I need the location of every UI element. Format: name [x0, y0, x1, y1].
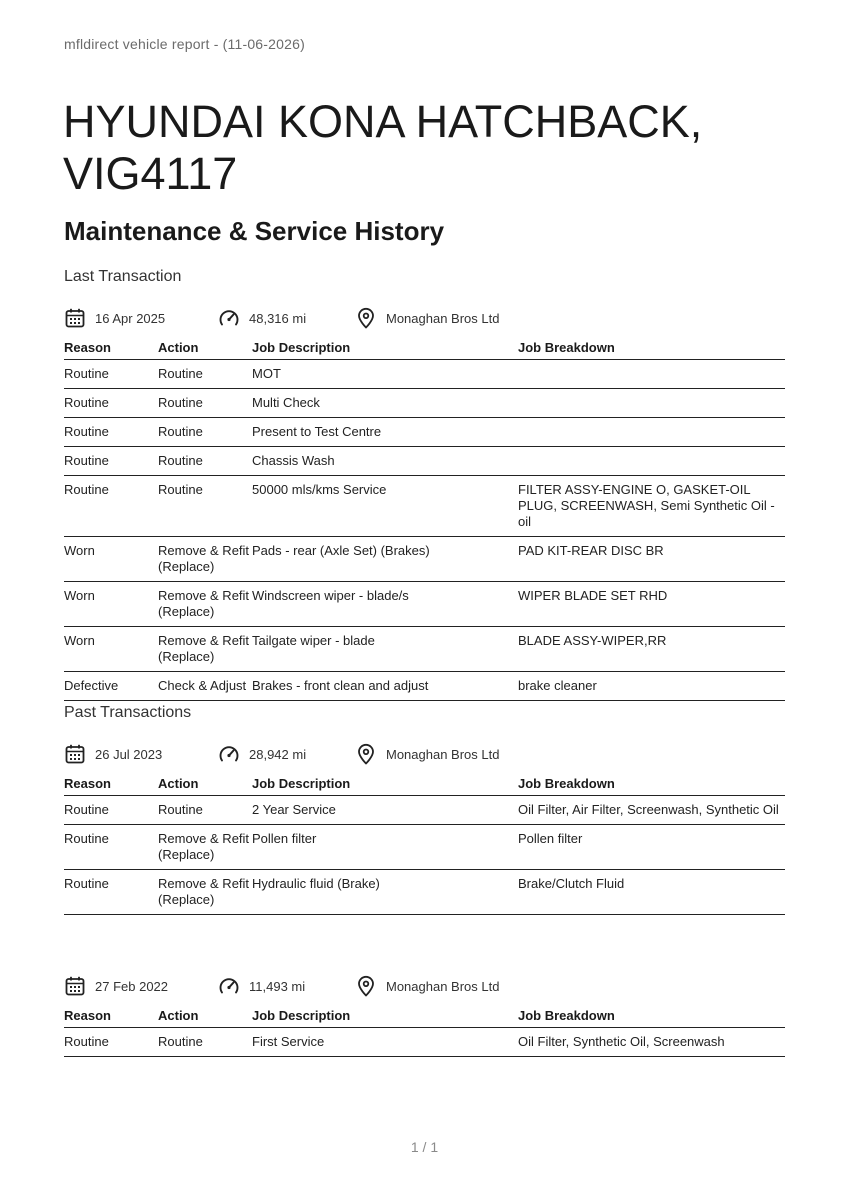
cell-reason: Routine [64, 825, 158, 870]
last-transaction-heading: Last Transaction [64, 268, 182, 285]
cell-job-description: 50000 mls/kms Service [252, 476, 518, 537]
transaction-meta [64, 741, 785, 767]
cell-job-description: Pollen filter [252, 825, 518, 870]
transaction-mileage-item [218, 741, 306, 767]
cell-job-breakdown [518, 360, 785, 389]
cell-job-breakdown: FILTER ASSY-ENGINE O, GASKET-OIL PLUG, SCREENWASH, Semi Synthetic Oil - oil [518, 476, 785, 537]
cell-action: Routine [158, 796, 252, 825]
column-header-reason: Reason [64, 773, 158, 796]
table-row [64, 418, 785, 447]
transaction-date-item [64, 741, 162, 767]
column-header-action: Action [158, 773, 252, 796]
vehicle-title-registration: VIG4117 [63, 148, 238, 199]
cell-job-breakdown: Oil Filter, Air Filter, Screenwash, Synthetic Oil [518, 796, 785, 825]
transaction-date-item [64, 973, 168, 999]
transaction-mileage: 28,942 mi [249, 746, 307, 762]
table-row [64, 672, 785, 701]
column-header-job-description: Job Description [252, 337, 518, 360]
past-transaction-block [64, 741, 785, 915]
transaction-mileage: 48,316 mi [249, 310, 307, 326]
cell-reason: Routine [64, 447, 158, 476]
speedometer-icon [218, 975, 249, 997]
calendar-icon [64, 307, 95, 329]
calendar-icon [64, 975, 95, 997]
cell-job-breakdown: BLADE ASSY-WIPER,RR [518, 627, 785, 672]
column-header-reason: Reason [64, 337, 158, 360]
past-transactions-heading: Past Transactions [64, 704, 192, 721]
table-header-row [64, 337, 785, 360]
cell-job-breakdown: PAD KIT-REAR DISC BR [518, 537, 785, 582]
cell-reason: Defective [64, 672, 158, 701]
column-header-job-breakdown: Job Breakdown [518, 337, 785, 360]
column-header-action: Action [158, 337, 252, 360]
cell-job-description: Chassis Wash [252, 447, 518, 476]
transaction-location-item [355, 741, 499, 767]
column-header-reason: Reason [64, 1005, 158, 1028]
vehicle-title [63, 96, 783, 200]
cell-reason: Worn [64, 537, 158, 582]
page-number: 1 / 1 [410, 1139, 439, 1155]
cell-job-description: Present to Test Centre [252, 418, 518, 447]
transaction-location-item [355, 305, 499, 331]
table-row [64, 627, 785, 672]
table-row [64, 582, 785, 627]
transaction-date: 16 Apr 2025 [95, 310, 166, 326]
speedometer-icon [218, 743, 249, 765]
cell-job-description: 2 Year Service [252, 796, 518, 825]
transaction-location: Monaghan Bros Ltd [386, 978, 500, 994]
table-header-row [64, 773, 785, 796]
calendar-icon [64, 743, 95, 765]
table-row [64, 447, 785, 476]
cell-action: Remove & Refit (Replace) [158, 537, 252, 582]
table-row [64, 870, 785, 915]
service-table [64, 1005, 785, 1057]
cell-job-breakdown [518, 447, 785, 476]
cell-action: Routine [158, 476, 252, 537]
cell-job-breakdown: Oil Filter, Synthetic Oil, Screenwash [518, 1028, 785, 1057]
cell-job-breakdown: Pollen filter [518, 825, 785, 870]
transaction-date: 26 Jul 2023 [95, 746, 163, 762]
table-row [64, 825, 785, 870]
transaction-mileage: 11,493 mi [249, 978, 306, 994]
cell-reason: Routine [64, 870, 158, 915]
table-row [64, 796, 785, 825]
cell-reason: Routine [64, 389, 158, 418]
cell-reason: Routine [64, 418, 158, 447]
table-row [64, 537, 785, 582]
speedometer-icon [218, 307, 249, 329]
cell-reason: Routine [64, 476, 158, 537]
transaction-meta [64, 973, 785, 999]
cell-action: Routine [158, 1028, 252, 1057]
cell-job-breakdown [518, 418, 785, 447]
column-header-job-breakdown: Job Breakdown [518, 773, 785, 796]
transaction-mileage-item [218, 973, 305, 999]
cell-action: Check & Adjust [158, 672, 252, 701]
cell-action: Routine [158, 360, 252, 389]
cell-action: Routine [158, 447, 252, 476]
transaction-location-item [355, 973, 499, 999]
cell-job-description: MOT [252, 360, 518, 389]
column-header-job-breakdown: Job Breakdown [518, 1005, 785, 1028]
cell-action: Remove & Refit (Replace) [158, 825, 252, 870]
table-row [64, 360, 785, 389]
cell-job-breakdown: WIPER BLADE SET RHD [518, 582, 785, 627]
cell-job-description: Pads - rear (Axle Set) (Brakes) [252, 537, 518, 582]
cell-reason: Routine [64, 360, 158, 389]
cell-job-breakdown: Brake/Clutch Fluid [518, 870, 785, 915]
service-table [64, 337, 785, 701]
cell-action: Remove & Refit (Replace) [158, 582, 252, 627]
cell-job-description: Windscreen wiper - blade/s [252, 582, 518, 627]
cell-action: Remove & Refit (Replace) [158, 870, 252, 915]
last-transaction-block [64, 305, 785, 701]
cell-action: Remove & Refit (Replace) [158, 627, 252, 672]
cell-reason: Routine [64, 796, 158, 825]
location-pin-icon [355, 307, 386, 329]
location-pin-icon [355, 743, 386, 765]
section-title: Maintenance & Service History [64, 216, 445, 246]
service-table [64, 773, 785, 915]
transaction-date: 27 Feb 2022 [95, 978, 169, 994]
transaction-location: Monaghan Bros Ltd [386, 310, 500, 326]
cell-job-description: Hydraulic fluid (Brake) [252, 870, 518, 915]
cell-reason: Worn [64, 582, 158, 627]
transaction-date-item [64, 305, 165, 331]
transaction-mileage-item [218, 305, 306, 331]
table-row [64, 1028, 785, 1057]
cell-job-description: First Service [252, 1028, 518, 1057]
cell-job-breakdown: brake cleaner [518, 672, 785, 701]
column-header-job-description: Job Description [252, 773, 518, 796]
cell-reason: Worn [64, 627, 158, 672]
cell-job-description: Brakes - front clean and adjust [252, 672, 518, 701]
column-header-job-description: Job Description [252, 1005, 518, 1028]
cell-job-breakdown [518, 389, 785, 418]
table-row [64, 476, 785, 537]
cell-job-description: Tailgate wiper - blade [252, 627, 518, 672]
transaction-location: Monaghan Bros Ltd [386, 746, 500, 762]
cell-action: Routine [158, 418, 252, 447]
past-transaction-block [64, 973, 785, 1057]
cell-job-description: Multi Check [252, 389, 518, 418]
cell-action: Routine [158, 389, 252, 418]
table-header-row [64, 1005, 785, 1028]
column-header-action: Action [158, 1005, 252, 1028]
location-pin-icon [355, 975, 386, 997]
cell-reason: Routine [64, 1028, 158, 1057]
report-header: mfldirect vehicle report - (11-06-2026) [64, 36, 305, 52]
transaction-meta [64, 305, 785, 331]
vehicle-title-model: HYUNDAI KONA HATCHBACK, [63, 96, 703, 147]
table-row [64, 389, 785, 418]
